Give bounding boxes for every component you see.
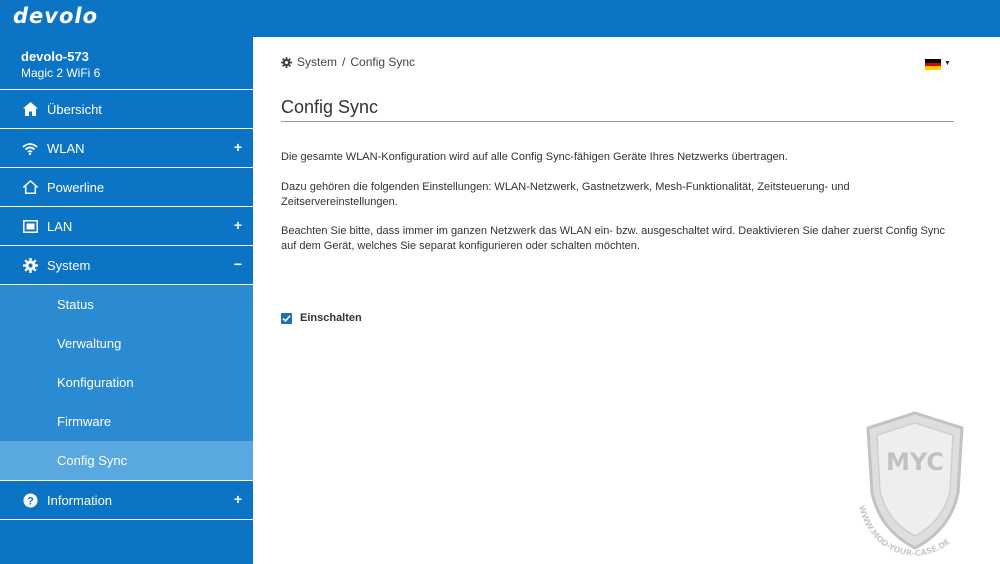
expand-icon[interactable]: +	[233, 139, 242, 155]
collapse-icon[interactable]: −	[233, 256, 242, 272]
submenu-item-firmware[interactable]: Firmware	[0, 402, 253, 441]
de-flag-icon[interactable]	[925, 59, 941, 70]
submenu-item-konfiguration[interactable]: Konfiguration	[0, 363, 253, 402]
sidebar-item-wlan[interactable]	[0, 129, 253, 168]
description-paragraph-2: Dazu gehören die folgenden Einstellungen: WLAN-Netzwerk, Gastnetzwerk, Mesh-Funktionalität, Zeitsteuerung- und Zeitservereinstellungen.	[281, 181, 850, 208]
devolo-logo[interactable]: devolo	[13, 4, 99, 28]
enable-checkbox[interactable]	[281, 313, 292, 324]
sidebar-item-label: System	[47, 257, 91, 273]
expand-icon[interactable]: +	[233, 217, 242, 233]
breadcrumb-separator: /	[342, 55, 346, 69]
wifi-icon	[22, 140, 38, 156]
device-info	[0, 37, 253, 90]
device-model: Magic 2 WiFi 6	[21, 66, 101, 80]
caret-down-icon[interactable]: ▼	[944, 60, 951, 67]
description-paragraph-1: Die gesamte WLAN-Konfiguration wird auf alle Config Sync-fähigen Geräte Ihres Netzwerks übertragen.	[281, 151, 788, 163]
breadcrumb	[281, 55, 415, 69]
house-outline-icon	[22, 179, 38, 195]
question-icon	[22, 492, 38, 508]
sidebar-item-label: LAN	[47, 218, 73, 234]
sidebar-item-label: WLAN	[47, 140, 85, 156]
breadcrumb-current: Config Sync	[350, 55, 416, 69]
watermark-url-text: WWW.MOD-YOUR-CASE.DE	[856, 504, 952, 558]
svg-text:?: ?	[26, 495, 34, 507]
submenu-item-status[interactable]: Status	[0, 285, 253, 324]
submenu-item-verwaltung[interactable]: Verwaltung	[0, 324, 253, 363]
sidebar-item-label: Powerline	[47, 179, 105, 195]
sidebar	[0, 37, 253, 564]
monitor-icon	[22, 218, 38, 234]
title-divider	[281, 121, 954, 122]
sidebar-item-label: Information	[47, 492, 113, 508]
device-name: devolo-573	[21, 49, 89, 64]
page-title: Config Sync	[281, 97, 379, 117]
sidebar-item-label: Übersicht	[47, 101, 102, 117]
gear-icon	[22, 257, 38, 273]
expand-icon[interactable]: +	[233, 491, 242, 507]
description-paragraph-3: Beachten Sie bitte, dass immer im ganzen Netzwerk das WLAN ein- bzw. ausgeschaltet wird. Deaktivieren Sie daher zuerst Config Sync auf dem Gerät, welches Sie separat konfigurieren oder schalten möchten.	[281, 225, 945, 252]
enable-checkbox-label[interactable]: Einschalten	[300, 312, 362, 324]
breadcrumb-system[interactable]: System	[297, 55, 338, 69]
watermark-logo-text: MYC	[885, 448, 945, 476]
home-icon	[22, 101, 38, 117]
submenu-item-config-sync[interactable]: Config Sync	[0, 441, 253, 480]
sidebar-item-system[interactable]	[0, 246, 253, 285]
sidebar-item-information[interactable]	[0, 480, 253, 520]
gear-icon	[281, 57, 292, 68]
top-bar	[0, 0, 1000, 37]
sidebar-item-lan[interactable]	[0, 207, 253, 246]
sidebar-item-uebersicht[interactable]	[0, 90, 253, 129]
sidebar-item-powerline[interactable]	[0, 168, 253, 207]
myc-watermark-logo	[850, 408, 980, 558]
enable-checkbox-row[interactable]	[281, 312, 362, 324]
